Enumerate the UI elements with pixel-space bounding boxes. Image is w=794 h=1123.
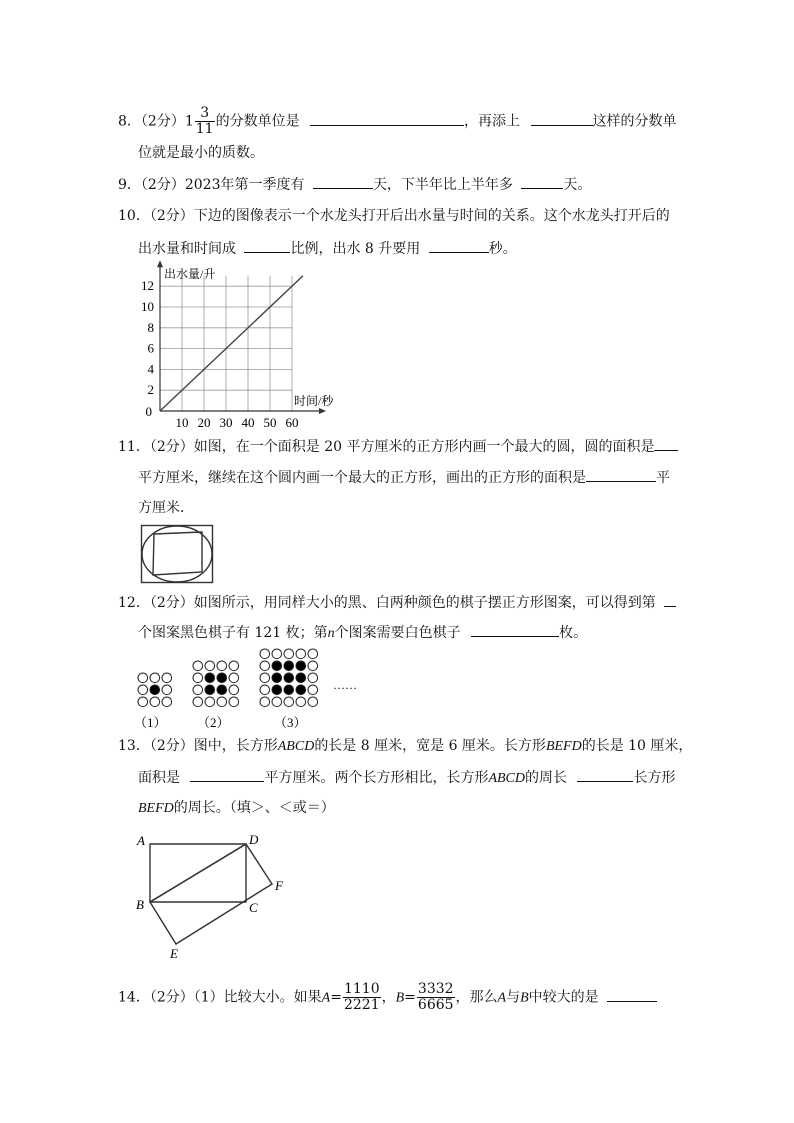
x-tick-label-60: 60 xyxy=(285,415,299,430)
q8-text3: 这样的分数单 xyxy=(592,113,677,130)
q12-var-n: n xyxy=(327,626,335,641)
q13-text2b: 平方厘米。两个长方形相比，长方形 xyxy=(264,770,489,786)
q8-fraction-denominator: 11 xyxy=(195,121,214,137)
q12-blank1[interactable] xyxy=(664,592,676,607)
white-stone-p1 xyxy=(150,697,160,707)
q14-var-a-2: A xyxy=(497,990,507,1006)
point-e-label: E xyxy=(170,946,178,961)
white-stone-p2 xyxy=(229,697,239,707)
q12-text2a: 个图案黑色棋子有 121 枚；第 xyxy=(138,625,328,641)
q14-fraction-b-num: 3332 xyxy=(417,981,454,997)
q13-line3 xyxy=(138,798,335,819)
q12-number: 12． xyxy=(118,595,150,611)
q14-comma: ， xyxy=(381,989,396,1006)
x-tick-label-50: 50 xyxy=(263,415,277,430)
black-stone-p2 xyxy=(217,673,227,683)
q9-text3: 天。 xyxy=(563,177,592,193)
white-stone-p3 xyxy=(284,697,294,707)
q14-text1: （1）比较大小。如果 xyxy=(193,989,322,1006)
q8-score: （2分） xyxy=(140,113,185,130)
white-stone-p1 xyxy=(162,697,172,707)
q13-text1: 图中，长方形 xyxy=(193,738,278,754)
black-stone-p2 xyxy=(205,685,215,695)
white-stone-p3 xyxy=(260,685,270,695)
black-stone-p3 xyxy=(284,673,294,683)
white-stone-p1 xyxy=(162,673,172,683)
q13-abcd-2: ABCD xyxy=(488,771,526,786)
q10-text2b: 比例，出水 8 升要用 xyxy=(290,241,421,257)
q13-text2a: 面积是 xyxy=(138,770,180,786)
y-tick-label-2: 2 xyxy=(147,382,154,398)
q13-abcd: ABCD xyxy=(277,739,315,754)
q11-score: （2分） xyxy=(149,439,194,455)
q14-score: （2分） xyxy=(149,989,194,1006)
q9-text1: 2023年第一季度有 xyxy=(184,177,305,193)
q13-text3: 的长是 10 厘米， xyxy=(581,738,693,754)
q14-text2: ，那么 xyxy=(455,989,498,1006)
q13-text3b: 的周长。（填＞、＜或＝） xyxy=(173,800,335,816)
white-stone-p3 xyxy=(308,661,318,671)
white-stone-p2 xyxy=(193,661,203,671)
q13-befd: BEFD xyxy=(545,739,582,754)
q12-score: （2分） xyxy=(149,595,194,611)
q8-fraction-numerator: 3 xyxy=(195,106,215,122)
y-tick-label-10: 10 xyxy=(141,299,154,314)
white-stone-p3 xyxy=(296,649,306,659)
pattern-label-3: （3） xyxy=(274,715,307,730)
white-stone-p2 xyxy=(229,661,239,671)
q14-var-a: A xyxy=(321,990,331,1006)
q13-blank2[interactable] xyxy=(577,767,633,782)
q11-text1: 如图，在一个面积是 20 平方厘米的正方形内画一个最大的圆，圆的面积是 xyxy=(193,439,655,455)
q13-blank1[interactable] xyxy=(190,767,264,782)
q14-text4: 中较大的是 xyxy=(528,989,599,1006)
black-stone-p3 xyxy=(272,661,282,671)
y-axis-label: 出水量/升 xyxy=(164,267,216,282)
q14-eq-a: = xyxy=(330,989,342,1006)
white-stone-p1 xyxy=(150,673,160,683)
q9-blank2[interactable] xyxy=(521,174,563,189)
q11-line3: 方厘米． xyxy=(138,500,194,516)
white-stone-p2 xyxy=(217,697,227,707)
pattern-label-1: （1） xyxy=(134,715,167,730)
q9-line xyxy=(118,174,591,195)
inner-square xyxy=(153,532,202,575)
y-axis-arrow xyxy=(157,260,163,267)
q10-number: 10． xyxy=(118,208,150,224)
q12-text1: 如图所示，用同样大小的黑、白两种颜色的棋子摆正方形图案，可以得到第 xyxy=(193,595,656,611)
q8-blank1[interactable] xyxy=(310,111,464,126)
y-tick-label-4: 4 xyxy=(147,361,154,377)
black-stone-p3 xyxy=(284,661,294,671)
x-tick-label-20: 20 xyxy=(197,415,211,430)
q10-text2a: 出水量和时间成 xyxy=(138,241,236,257)
white-stone-p2 xyxy=(205,697,215,707)
black-stone-p3 xyxy=(272,673,282,683)
white-stone-p2 xyxy=(193,685,203,695)
black-stone-p3 xyxy=(272,685,282,695)
q10-score: （2分） xyxy=(149,208,194,224)
q13-number: 13． xyxy=(118,738,150,754)
q9-number: 9． xyxy=(118,177,141,193)
point-f-label: F xyxy=(275,878,283,893)
white-stone-p2 xyxy=(193,673,203,683)
white-stone-p1 xyxy=(138,685,148,695)
q10-text2c: 秒。 xyxy=(488,241,517,257)
q10-line1 xyxy=(118,206,670,226)
q14-fraction-b xyxy=(417,982,455,1013)
white-stone-p3 xyxy=(260,649,270,659)
black-stone-p2 xyxy=(205,673,215,683)
q14-fraction-a xyxy=(343,982,381,1013)
point-b-label: B xyxy=(136,897,144,912)
white-stone-p1 xyxy=(138,673,148,683)
point-d-label: D xyxy=(249,832,259,847)
point-c-label: C xyxy=(249,900,258,915)
chess-pattern-figure xyxy=(136,645,376,735)
q14-eq-b: = xyxy=(404,989,416,1006)
white-stone-p3 xyxy=(272,649,282,659)
y-tick-label-8: 8 xyxy=(147,319,154,335)
q11-number: 11． xyxy=(118,439,150,455)
pattern-label-2: （2） xyxy=(197,715,230,730)
q14-text3: 与 xyxy=(506,989,521,1006)
black-stone-p3 xyxy=(284,685,294,695)
y-tick-label-12: 12 xyxy=(141,278,154,294)
white-stone-p3 xyxy=(308,697,318,707)
white-stone-p2 xyxy=(205,661,215,671)
q14-blank1[interactable] xyxy=(607,987,657,1002)
q10-blank2[interactable] xyxy=(429,238,489,253)
q11-text2a: 平方厘米，继续在这个圆内画一个最大的正方形，画出的正方形的面积是 xyxy=(138,470,586,486)
q8-line1 xyxy=(118,106,677,137)
q14-fraction-a-den: 2221 xyxy=(343,997,380,1013)
q9-score: （2分） xyxy=(140,177,185,193)
water-flow-chart xyxy=(136,266,396,430)
q12-text2b: 个图案需要白色棋子 xyxy=(334,625,461,641)
q14-fraction-b-den: 6665 xyxy=(417,997,454,1013)
q10-line2 xyxy=(138,238,517,259)
q14-var-b: B xyxy=(395,990,405,1006)
white-stone-p1 xyxy=(138,697,148,707)
white-stone-p3 xyxy=(296,697,306,707)
point-a-label: A xyxy=(137,833,145,848)
q11-blank2[interactable] xyxy=(586,467,656,482)
q10-text1: 下边的图像表示一个水龙头打开后出水量与时间的关系。这个水龙头打开后的 xyxy=(193,208,670,224)
q11-line1 xyxy=(118,436,678,457)
q9-blank1[interactable] xyxy=(313,174,373,189)
q11-blank1[interactable] xyxy=(654,436,678,451)
q8-text2: ，再添上 xyxy=(464,113,521,130)
q14-line1 xyxy=(118,982,657,1013)
black-stone-p3 xyxy=(296,685,306,695)
q13-line2 xyxy=(138,767,675,789)
q13-score: （2分） xyxy=(149,738,194,754)
white-stone-p3 xyxy=(260,697,270,707)
q10-blank1[interactable] xyxy=(244,238,290,253)
white-stone-p3 xyxy=(308,685,318,695)
black-stone-p1 xyxy=(150,685,160,695)
y-tick-label-6: 6 xyxy=(147,340,154,356)
q13-text2d: 长方形 xyxy=(633,770,676,786)
q13-text2: 的长是 8 厘米，宽是 6 厘米。长方形 xyxy=(314,738,546,754)
white-stone-p3 xyxy=(260,661,270,671)
white-stone-p2 xyxy=(229,685,239,695)
white-stone-p3 xyxy=(308,649,318,659)
x-tick-label-10: 10 xyxy=(175,415,189,430)
q8-fraction xyxy=(195,106,215,137)
square-circle-square-figure xyxy=(140,524,216,586)
q14-number: 14． xyxy=(118,989,150,1006)
q8-text1: 的分数单位是 xyxy=(215,113,300,130)
white-stone-p1 xyxy=(162,685,172,695)
q11-text2b: 平 xyxy=(656,470,670,486)
black-stone-p3 xyxy=(296,673,306,683)
rectangles-figure xyxy=(134,830,294,965)
q13-text2c: 的周长 xyxy=(525,770,568,786)
q14-var-b-2: B xyxy=(520,990,529,1006)
origin-label: 0 xyxy=(145,404,152,419)
q12-text2c: 枚。 xyxy=(559,625,588,641)
series-line-water xyxy=(160,276,303,411)
white-stone-p2 xyxy=(229,673,239,683)
x-axis-arrow xyxy=(319,408,326,414)
x-axis-label: 时间/秒 xyxy=(294,394,334,408)
white-stone-p3 xyxy=(284,649,294,659)
q8-blank2[interactable] xyxy=(531,111,593,126)
q9-text2: 天，下半年比上半年多 xyxy=(372,177,513,193)
white-stone-p2 xyxy=(217,661,227,671)
q11-line2 xyxy=(138,467,670,488)
q12-line2 xyxy=(138,622,587,644)
q13-befd-2: BEFD xyxy=(138,801,174,816)
white-stone-p3 xyxy=(272,697,282,707)
q8-whole: 1 xyxy=(184,113,194,130)
white-stone-p2 xyxy=(193,697,203,707)
rectangle-befd xyxy=(150,844,272,944)
black-stone-p3 xyxy=(296,661,306,671)
pattern-ellipsis: …… xyxy=(333,678,357,692)
q8-line2: 位就是最小的质数。 xyxy=(138,145,264,161)
q8-number: 8． xyxy=(118,113,141,130)
x-tick-label-30: 30 xyxy=(219,415,233,430)
q13-line1 xyxy=(118,736,692,757)
x-tick-label-40: 40 xyxy=(241,415,255,430)
q14-fraction-a-num: 1110 xyxy=(343,981,380,997)
white-stone-p3 xyxy=(260,673,270,683)
q12-blank2[interactable] xyxy=(471,622,559,637)
white-stone-p3 xyxy=(308,673,318,683)
q12-line1 xyxy=(118,592,676,613)
black-stone-p2 xyxy=(217,685,227,695)
